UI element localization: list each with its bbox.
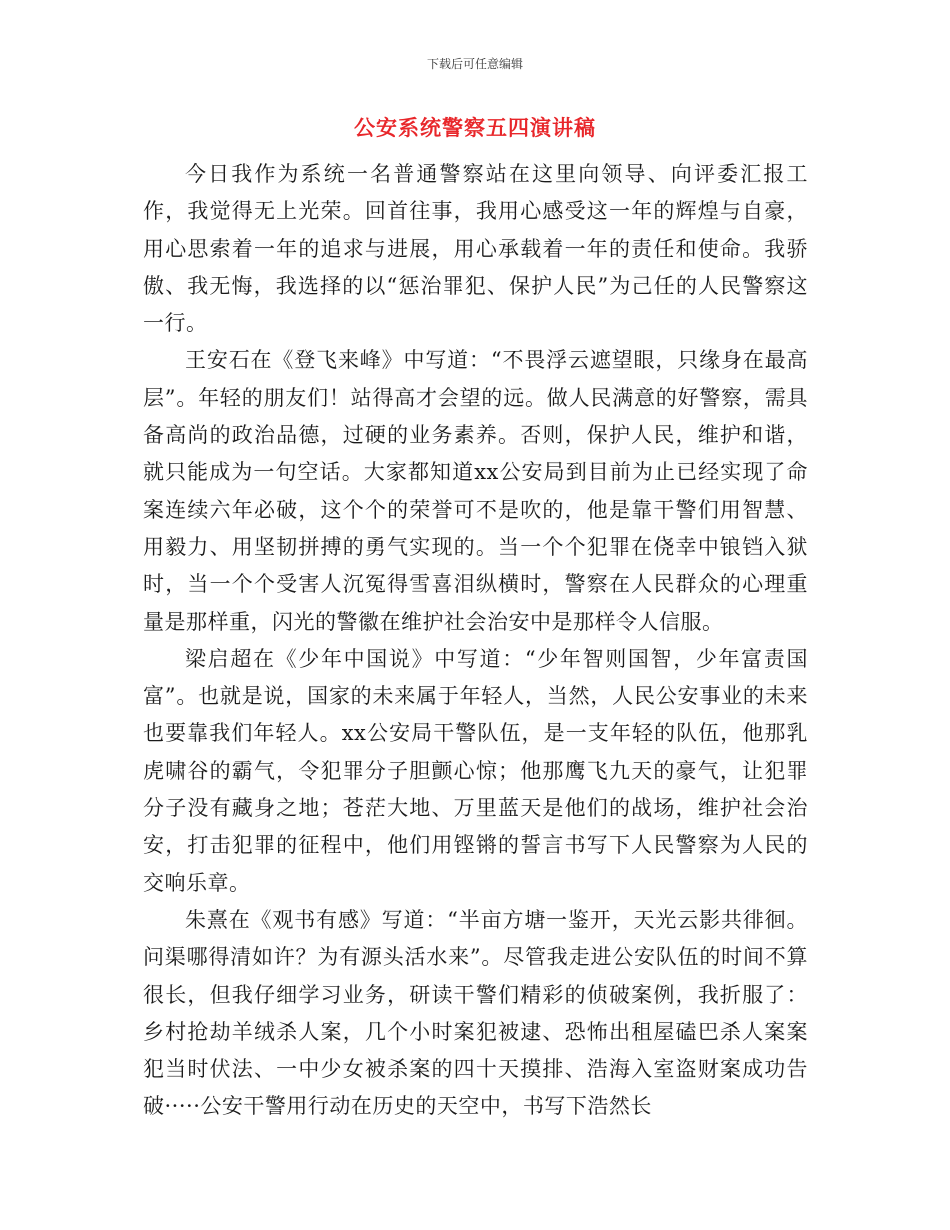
document-title: 公安系统警察五四演讲稿 [354,116,596,140]
header-note: 下载后可任意编辑 [426,57,523,71]
paragraph: 王安石在《登飞来峰》中写道：“不畏浮云遮望眼，只缘身在最高层”。年轻的朋友们！站得高才会望的远。做人民满意的好警察，需具备高尚的政治品德，过硬的业务素养。否则，保护人民，维护和谐，就只能成为一句空话。大家都知道xx公安局到目前为止已经实现了命案连续六年必破，这个个的荣誉可不是吹的，他是靠干警们用智慧、用毅力、用坚韧拼搏的勇气实现的。当一个个犯罪在侥幸中锒铛入狱时，当一个个受害人沉冤得雪喜泪纵横时，警察在人民群众的心理重量是那样重，闪光的警徽在维护社会治安中是那样令人信服。 [143,348,808,634]
document-body [143,156,808,1126]
paragraph: 今日我作为系统一名普通警察站在这里向领导、向评委汇报工作，我觉得无上光荣。回首往事，我用心感受这一年的辉煌与自豪，用心思索着一年的追求与进展，用心承载着一年的责任和使命。我骄傲、我无悔，我选择的以“惩治罪犯、保护人民”为己任的人民警察这一行。 [143,162,808,336]
paragraph: 梁启超在《少年中国说》中写道：“少年智则国智，少年富责国富”。也就是说，国家的未来属于年轻人，当然，人民公安事业的未来也要靠我们年轻人。xx公安局干警队伍，是一支年轻的队伍，他那乳虎啸谷的霸气，令犯罪分子胆颤心惊；他那鹰飞九天的豪气，让犯罪分子没有藏身之地；苍茫大地、万里蓝天是他们的战场，维护社会治安，打击犯罪的征程中，他们用铿锵的誓言书写下人民警察为人民的交响乐章。 [143,646,808,895]
paragraph: 朱熹在《观书有感》写道：“半亩方塘一鉴开，天光云影共徘徊。问渠哪得清如许？为有源头活水来”。尽管我走进公安队伍的时间不算很长，但我仔细学习业务，研读干警们精彩的侦破案例，我折服了：乡村抢劫羊绒杀人案，几个小时案犯被逮、恐怖出租屋磕巴杀人案案犯当时伏法、一中少女被杀案的四十天摸排、浩海入室盗财案成功告破·····公安干警用行动在历史的天空中，书写下浩然长 [143,907,808,1119]
